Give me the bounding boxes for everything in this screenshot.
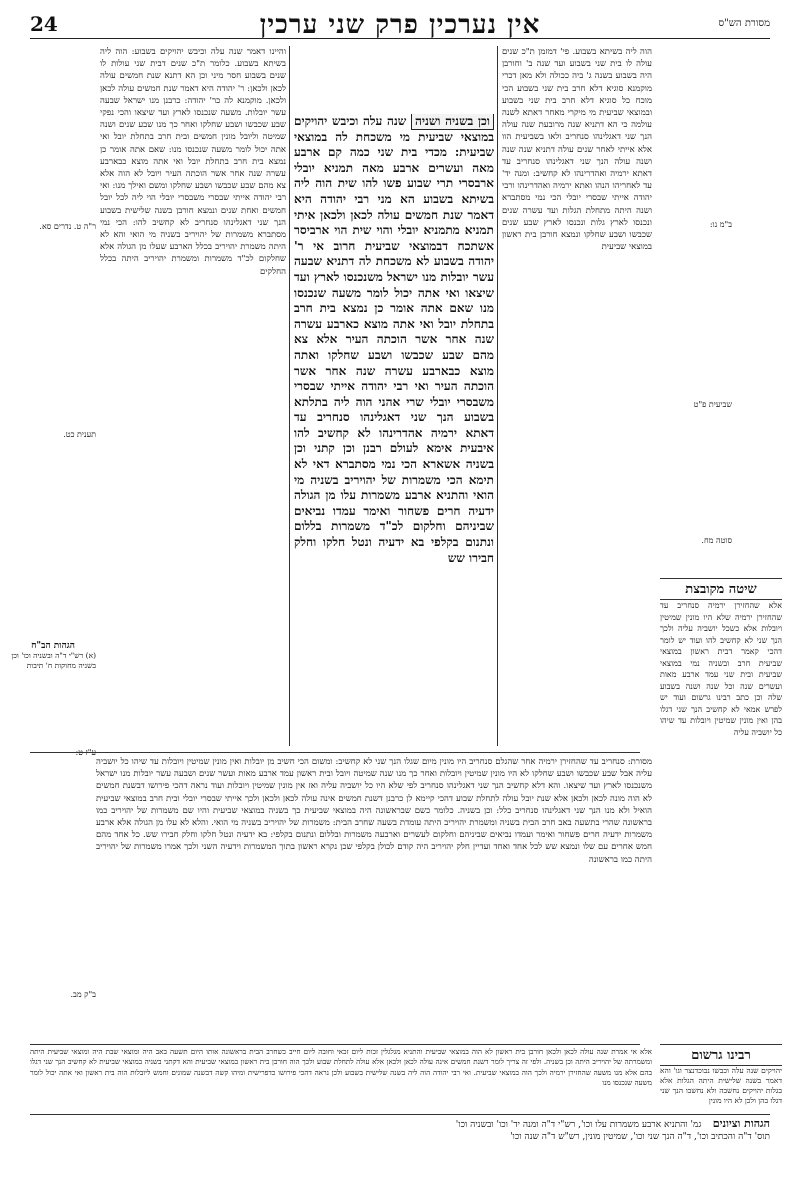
lower-commentary-text: מסורת: סנחריב עד שהחזירן ירמיה אחר שהגלם סנחריב היו מונין מיום שגלו הנך שני לא קחשיב: ומשום הכי חשיב מן יובלות ואין מונין שמיטין ויובלות עד שיהו כל יושביה עליה אבל שבע שכבשו ושבע שחלקו לא היו מונין שמיטין ויובלות ואחר כך מנו שנה שמיטה ויובל ובית ראשון עמד ארבע מאות ועשר שנים ושבעה עשר יובלות מנו ישראל משנכנסו לארץ ועד שיצאו. והא דלא קחשיב הנך שני דאגלינהו סנחריב לפי שלא היו כל יושביה עליה ואז אין מונין שמיטין ויובלות ועוד נראה דהכי פירושו דבשנת חמשים לא הוה מונה לכאן ולכאן אלא שנת יובל עולה לתחלת שבוע דהכי קיימא לן כרבנן דשנת חמשים אינה עולה לכאן ולכאן ולכך אייתי שבסרי יובלי ובית חרב במוצאי שביעית הואיל ולא מנו הנך שני דאגלינהו סנחריב כלל: וכן בשניה. כלומר כשם שבראשונה היה במוצאי שביעית כך בשניה במוצאי שביעית והיו שם משמרות של יהויריב כמו בראשונה שהרי בתשעה באב חרב הבית בשניה ומשמרת יהויריב היתה עומדת בשעה שחרב הבית: משמרות של יהויריב בשניה מי הואי. והלא לא עלו מן הגולה אלא ארבע משמרות ידעיה חרים פשחור ואימר ועמדו נביאים שביניהם וחלקום לעשרים וארבעה משמרות ובללום ונתנום בקלפי: בא ידעיה ונטל חלקו וחלק חבירו שש. כל אחד מהם חמש אחרים עם שלו ונמצא שש לכל אחד ואחד ועדיין חלק יהויריב היה קודם לכולן בקלפי שכן נקרא ראשון בתוך המשמרות וידעיה השני ולכך אמרו משמרות של יהויריב היתה כמו בראשונה <box>96 757 652 865</box>
rashi-left-text: והיינו דאמר שנה עלה וכיבש יהויקים בשבוע: הוה ליה בשיתא בשבוע. כלומר ת"כ שנים דבית שני עולות לו שנים בשבוע חסר מיני וכן הא דתנא שנת חמשים עולה לכאן ולכאן: ר' יהודה היא דאמר שנת חמשים עולה לכאן ולכאן. מוקמנא לה כר' יהודה: כרבנן מנו ישראל שבעה עשר יובלות. משעה שנכנסו לארץ ועד שיצאו והכי נפקי שבע שכבשו ושבע שחלקו ואחר כך מנו שבע שנים ושנה שמיטה וליובל מונין חמשים ובית חרב בתחלת יובל ואי אתה יכול לומר משעה שנכנסו מנו: שאם אתה אומר כן נמצא בית חרב בתחלת יובל ואי אתה מוצא כבארבע עשרה שנה אחר אשר הוכתה העיר ויובל לא הוה אלא צא מהם שבע שכבשו ושבע שחלקו ומשם ואילך מנו: ואי רבי יהודה אייתי שבסרי משבסרי יובלי הוי ליה לכל יובל חמשים ואחת שנים ונמצא חורבן בשנה שלישית בשבוע הנך שני דאגלינהו סנחריב לא קחשיב להו: הכי נמי מסתברא משמרות של יהויריב בשניה מי הואי והא לא היתה משמרת יהויריב בכלל הארבע שעלו מן הגולה אלא שחלקום לכ"ד משמרות ומשמרת יהויריב היתה בכלל החלקים <box>100 47 286 277</box>
rashi-left-column <box>100 46 286 746</box>
shita-mekubetzet-section <box>660 578 782 1038</box>
margin-note-6: ע"ז ט: <box>75 748 96 757</box>
hagahot-habach-text: (א) רש"י ד"ה ובשניה וכו' וכן בשניה מחוקות ח' תיבות <box>11 651 96 670</box>
hagahot-habach-title: הגהות הב"ח <box>31 641 75 651</box>
margin-note-5: סוטה מח. <box>701 536 732 545</box>
shita-mekubetzet-title: שיטה מקובצת <box>660 578 782 600</box>
margin-note-1: ב"מ נו: <box>709 220 732 229</box>
bottom-commentary-rule <box>30 1044 640 1045</box>
column-divider-right <box>497 46 498 746</box>
gemara-lead-box: וכן בשניה ושניה <box>411 114 494 130</box>
lower-commentary-column <box>96 756 652 1041</box>
column-divider-left <box>289 46 290 746</box>
shita-mekubetzet-text: אלא שהחזירן ירמיה סנחריב עד שהחזירן ירמיה שלא היו מונין שמיטין ויובלות אלא כשכל יושביה עליה ולכך הנך שני לא קחשיב להו ועוד יש לומר דהכי קאמר דבית ראשון במוצאי שביעית חרב ובשניה נמי במוצאי שביעית ובית שני עמד ארבע מאות ועשרים שנה וכל שנה ושנה בשבוע שלה וכן כתב רבינו גרשום ועוד יש לפרש אמאי לא קחשיב הנך שני דגלו בהן ואין מונין שמיטין ויובלות עד שיהו כל יושביה עליה <box>660 601 782 737</box>
rabbeinu-gershom-text: יהויקים שנה עלה וכבשו נבוכדנצר וגו' והא דאמר בשנה שלישית היתה הגלות אלא בגלות יהויקים נחשבה ולא נחשבו הנך שני דגלו בהן ולכן לא היו מונין <box>660 1066 782 1105</box>
rabbeinu-gershom-section <box>660 1044 782 1108</box>
footer-rule <box>30 1114 770 1115</box>
rashi-right-text: הוה ליה בשיתא בשבוע. פי' דמזמן ת"כ שנים עולה לו בית שני בשבוע ועד שנה ב' וחורבן היה בשבוע בשנה ג' ביה ככולה ולא מאן דכרי מוקמנא סוגיא דלא חרב בית שני בשבוע הכי מוכח כל סוגיא דלא חרב בית שני בשבוע ובמוצאי שביעית מי מיקרי מאחר דאתא לשנה עולמה כי הא דתניא שנה מרובעת שנה עולה הנך שני דאגלינהו סנחריב ולאו בשביעית הוו אלא אייתי לאחר שנים עולה דתניא שנה שנה ושנה עולה הנך שני דאגלינהו סנחריב עד דאתא ירמיה ואהדרינהו לא קחשיב: ומנה יד' עד לאחריהו הנהו ואתא ירמיה ואהדרינהו ורבי יהודה אייתי שבסרי יובלי הכי נמי מסתברא ושנה היתה מתחלת הגלות ועד עשרה שנים ונכנסו לארץ גלות ונכנסו לארץ שבע שנים שכבשו ושבע שחלקו ונמצא חורבן בית ראשון במוצאי שביעית <box>502 47 652 253</box>
rashi-right-column <box>502 46 652 746</box>
bottom-commentary-text: אלא אי אמרת שנה עולה לכאן ולכאן חורבן בית ראשון לא הוה במוצאי שביעית והתניא מגלגלין זכות ליום זכאי וחובה ליום חייב כשחרב הבית בראשונה אותו היום תשעה באב היה ומוצאי שבת היה ומוצאי שביעית היתה ומשמרתה של יהויריב היתה וכן בשניה. ולפי זה צריך לומר דשנת חמשים אינה עולה לכאן ולכאן אלא עולה לתחלת שבוע ולכך הוה חורבן בית ראשון במוצאי שביעית והא דקתני בשניה במוצאי שביעית לא קחשיב הנך שני דגלו בהם אלא מנו משעה שהחזירן ירמיה ולכך הוה במוצאי שביעית. ואי רבי יהודה הוה ליה בשנה שלישית בשבוע ולכן נראה דהכי פירושו כדפרישית ומיהו קשה דבשנה שמונים וחמש ליובלות הוה בית ראשון ואי אתה יכול לומר משעה שנכנסו מנו <box>30 1047 652 1087</box>
masoret-hashas-label: מסורת הש"ס <box>718 18 770 29</box>
page-title: אין נערכין פרק שני ערכין <box>259 10 541 40</box>
margin-note-2: שביעית פ"ט <box>693 400 732 409</box>
footer-hagahot-label: הגהות וציונים <box>712 1117 770 1130</box>
bottom-commentary-column <box>30 1047 652 1113</box>
rabbeinu-gershom-title: רבינו גרשום <box>660 1044 782 1066</box>
footer-line-1: גמ' והתניא ארבע משמרות עלו וכו', רש"י ד"ה ומנה יד' וכו' ובשניה וכו' <box>455 1120 702 1130</box>
footer <box>30 1118 770 1143</box>
gemara-body: במוצאי שביעית מי משכחת לה במוצאי שביעית: מכדי בית שני כמה קם ארבע מאה ועשרים ארבע מאה תמניא יובלי ארבסרי תרי שבוע פשו להו שית הוה ליה בשיתא בשבוע הא מני רבי יהודה היא דאמר שנת חמשים עולה לכאן ולכאן איתי תמניא מתמניא יובלי והוי שית הוי ארביסר אשתכח דבמוצאי שביעית חרוב אי ר' יהודה בשבוע לא משכחת לה דתניא שבעה עשר יובלות מנו ישראל משנכנסו לארץ ועד שיצאו ואי אתה יכול לומר משעה שנכנסו מנו שאם אתה אומר כן נמצא בית חרב בתחלת יובל ואי אתה מוצא כארבע עשרה שנה אחר אשר הוכתה העיר אלא צא מהם שבע שכבשו ושבע שחלקו ואתה מוצא כבארבע עשרה שנה אחר אשר הוכתה העיר ואי רבי יהודה אייתי שבסרי משבסרי יובלי שרי אהני הוה ליה בתלתא בשבוע הנך שני דאגלינהו סנחריב עד דאתא ירמיה אהדרינהו לא קחשיב להו איבעית אימא לעולם רבנן וכן קתני וכן בשניה אשארא הכי נמי מסתברא דאי לא תימא הכי משמרות של יהויריב בשניה מי הואי והתניא ארבע משמרות עלו מן הגולה ידעיה חרים פשחור ואימר עמדו נביאים שביניהם וחלקום לכ"ד משמרות בללום ונתנום בקלפי בא ידעיה ונטל חלקו וחלק חבירו שש <box>294 129 494 565</box>
footer-line-2: תוס' ד"ה והכתיב וכו', ד"ה הנך שני וכו', שמיטין מונין, רש"ש ד"ה שנה וכו' <box>510 1132 770 1142</box>
gemara-main-column <box>294 114 494 634</box>
hagahot-habach-section <box>10 640 96 671</box>
page-number: 24 <box>30 12 58 36</box>
margin-note-7: ב"ק מב. <box>70 990 96 999</box>
margin-note-4: תענית כט. <box>63 430 96 439</box>
lower-commentary-rule <box>30 752 640 753</box>
margin-note-3: ר"ה ט. נדרים סא. <box>39 222 96 231</box>
gemara-intro: שנה עלה וכיבש יהויקים <box>294 114 407 128</box>
page-header <box>30 10 770 39</box>
